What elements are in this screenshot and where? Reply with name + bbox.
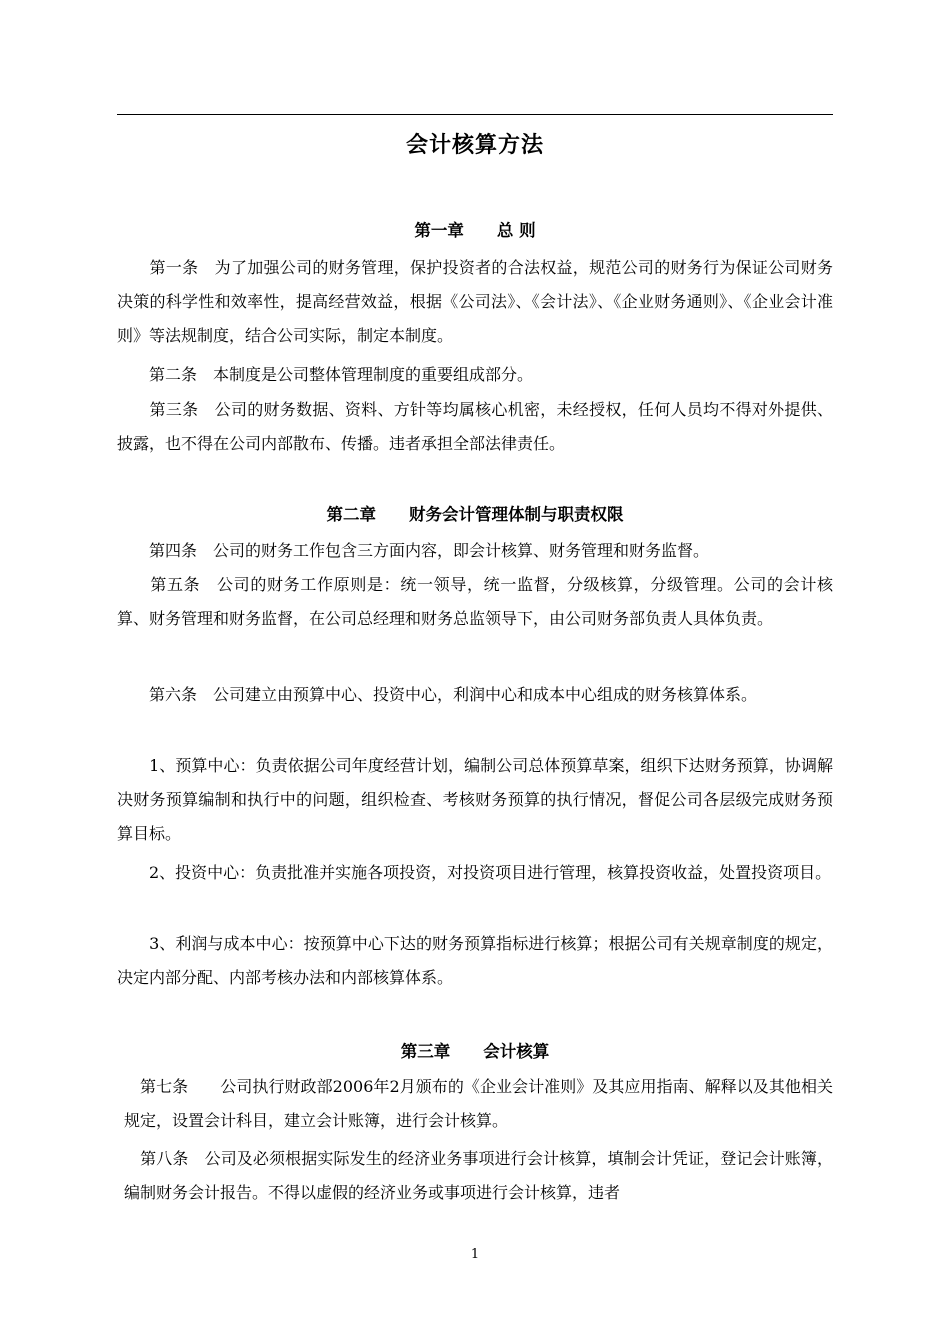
page-number: 1 bbox=[470, 1247, 480, 1262]
article-paragraph: 第七条 公司执行财政部2006年2月颁布的《企业会计准则》及其应用指南、解释以及其他相关规定，设置会计科目，建立会计账簿，进行会计核算。 bbox=[124, 1077, 833, 1130]
article-paragraph: 第八条 公司及必须根据实际发生的经济业务事项进行会计核算，填制会计凭证，登记会计账簿，编制财务会计报告。不得以虚假的经济业务或事项进行会计核算，违者 bbox=[124, 1149, 833, 1202]
list-item: 1、预算中心：负责依据公司年度经营计划，编制公司总体预算草案，组织下达财务预算，协调解决财务预算编制和执行中的问题，组织检查、考核财务预算的执行情况，督促公司各层级完成财务预算目标。 bbox=[117, 756, 833, 843]
chapter-heading: 第三章 会计核算 bbox=[400, 1042, 550, 1061]
list-item: 2、投资中心：负责批准并实施各项投资，对投资项目进行管理，核算投资收益，处置投资项目。 bbox=[117, 863, 832, 882]
chapter-heading: 第一章 总 则 bbox=[414, 221, 536, 240]
article-paragraph: 第四条 公司的财务工作包含三方面内容，即会计核算、财务管理和财务监督。 bbox=[117, 541, 710, 560]
article-paragraph: 第五条 公司的财务工作原则是：统一领导，统一监督，分级核算，分级管理。公司的会计核算、财务管理和财务监督，在公司总经理和财务总监领导下，由公司财务部负责人具体负责。 bbox=[117, 575, 833, 628]
article-paragraph: 第三条 公司的财务数据、资料、方针等均属核心机密，未经授权，任何人员均不得对外提供、披露，也不得在公司内部散布、传播。违者承担全部法律责任。 bbox=[117, 400, 833, 453]
list-item: 3、利润与成本中心：按预算中心下达的财务预算指标进行核算；根据公司有关规章制度的规定，决定内部分配、内部考核办法和内部核算体系。 bbox=[117, 934, 833, 987]
header-rule bbox=[117, 114, 833, 115]
article-paragraph: 第六条 公司建立由预算中心、投资中心，利润中心和成本中心组成的财务核算体系。 bbox=[117, 685, 758, 704]
chapter-heading: 第二章 财务会计管理体制与职责权限 bbox=[326, 505, 624, 524]
document-title: 会计核算方法 bbox=[405, 133, 544, 158]
article-paragraph: 第二条 本制度是公司整体管理制度的重要组成部分。 bbox=[117, 365, 534, 384]
article-paragraph: 第一条 为了加强公司的财务管理，保护投资者的合法权益，规范公司的财务行为保证公司财务决策的科学性和效率性，提高经营效益，根据《公司法》、《会计法》、《企业财务通则》、《企业会计准则》等法规制度，结合公司实际，制定本制度。 bbox=[117, 258, 833, 345]
